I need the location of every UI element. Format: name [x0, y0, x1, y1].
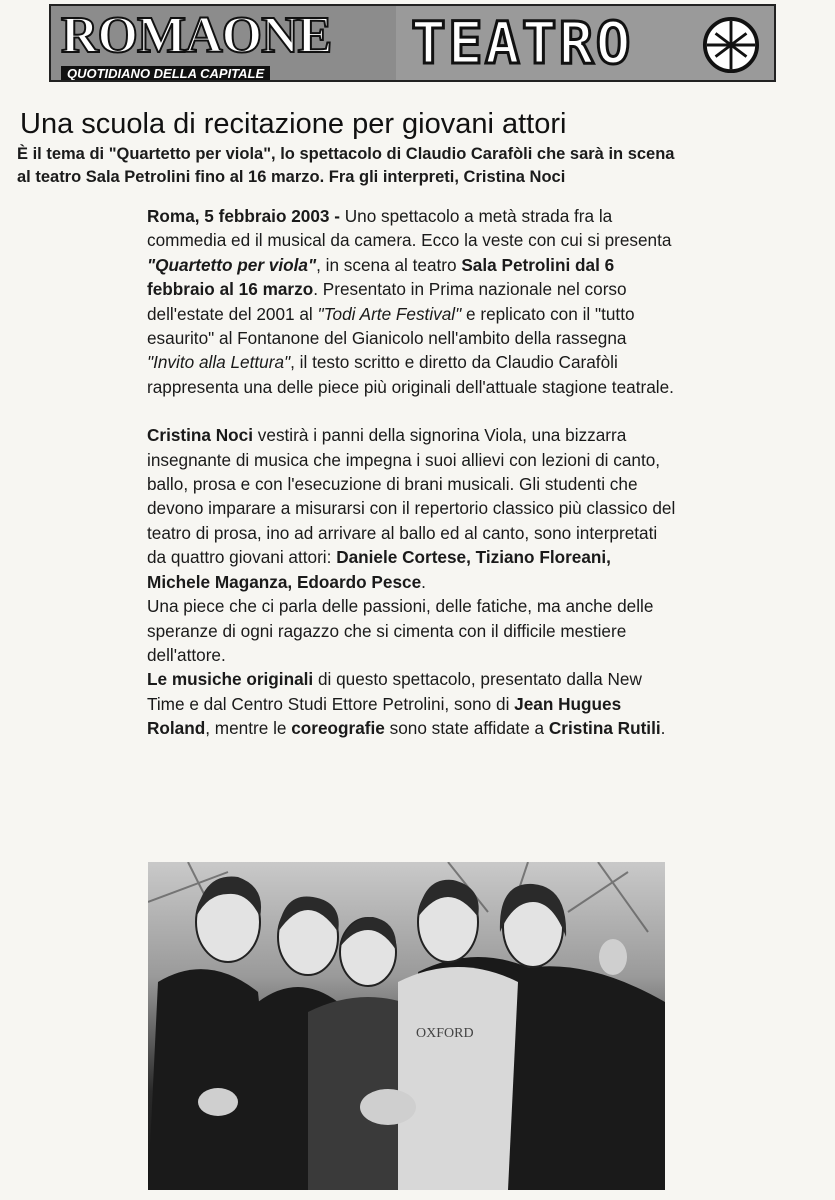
text-run: Uno spettacolo a metà strada fra la commedia ed il musical da camera. Ecco la veste con cui si presenta — [147, 206, 672, 251]
text-run: . Presentato in Prima nazionale nel corso dell'estate del 2001 al — [147, 279, 627, 324]
masthead — [49, 4, 776, 82]
article-headline: Una scuola di recitazione per giovani attori — [20, 108, 567, 140]
paragraph-theme: Una piece che ci parla delle passioni, delle fatiche, ma anche delle speranze di ogni ragazzo che si cimenta con il difficile mestiere dell'attore. — [147, 596, 654, 665]
text-run: . — [421, 571, 426, 592]
paragraph-cast — [147, 423, 677, 594]
text-run: , in scena al teatro — [316, 254, 462, 275]
choreography-label: coreografie — [291, 718, 385, 739]
theatre-mask-icon — [702, 16, 760, 74]
text-run: vestirà i panni della signorina Viola, una bizzarra insegnante di musica che impegna i suoi allievi con lezioni di canto, ballo, prosa e con l'esecuzione di brani musicali. Gli studenti che devono imparare a misurarsi con il repertorio classico più classico del teatro di prosa, ino ad arrivare al ballo ed al canto, sono interpretati da quattro giovani attori: — [147, 425, 676, 568]
show-title: "Quartetto per viola" — [147, 254, 317, 275]
cast-photo-illustration — [148, 862, 665, 1190]
cast-photo — [148, 862, 665, 1190]
text-run: , mentre le — [205, 718, 292, 739]
venue-dates: Sala Petrolini dal 6 febbraio al 16 marzo — [147, 254, 615, 300]
festival-name: "Todi Arte Festival" — [317, 303, 462, 324]
teatro-logo: TEATRO — [411, 9, 633, 77]
romaone-logo: ROMAONE — [61, 7, 332, 64]
subhead-line-1: È il tema di "Quartetto per viola", lo spettacolo di Claudio Carafòli che sarà in scena — [17, 145, 675, 163]
actors-list: Daniele Cortese, Tiziano Floreani, Michele Maganza, Edoardo Pesce — [147, 547, 611, 592]
shirt-text: OXFORD — [416, 1026, 474, 1041]
logo-tagline: QUOTIDIANO DELLA CAPITALE — [61, 66, 270, 81]
composer-name: Jean Hugues Roland — [147, 693, 622, 739]
text-run: sono state affidate a — [384, 718, 549, 739]
text-run: e replicato con il "tutto esaurito" al Fontanone del Gianicolo nell'ambito della rassegna — [147, 303, 635, 349]
text-run: , il testo scritto e diretto da Claudio Carafòli rappresenta una delle piece più originali dell'attuale stagione teatrale. — [147, 352, 674, 397]
article-subhead — [17, 143, 817, 189]
paragraph-credits — [147, 667, 677, 740]
article-body — [147, 204, 677, 741]
text-run: di questo spettacolo, presentato dalla New Time e dal Centro Studi Ettore Petrolini, sono di — [147, 669, 642, 714]
dateline: Roma, 5 febbraio 2003 - — [147, 206, 340, 226]
paragraph-intro — [147, 204, 677, 399]
music-label: Le musiche originali — [147, 669, 314, 690]
subhead-line-2: al teatro Sala Petrolini fino al 16 marzo. Fra gli interpreti, Cristina Noci — [17, 168, 566, 186]
text-run: . — [660, 718, 666, 739]
rassegna-name: "Invito alla Lettura" — [147, 352, 291, 373]
lead-actress: Cristina Noci — [147, 425, 254, 446]
choreographer-name: Cristina Rutili — [548, 718, 661, 739]
